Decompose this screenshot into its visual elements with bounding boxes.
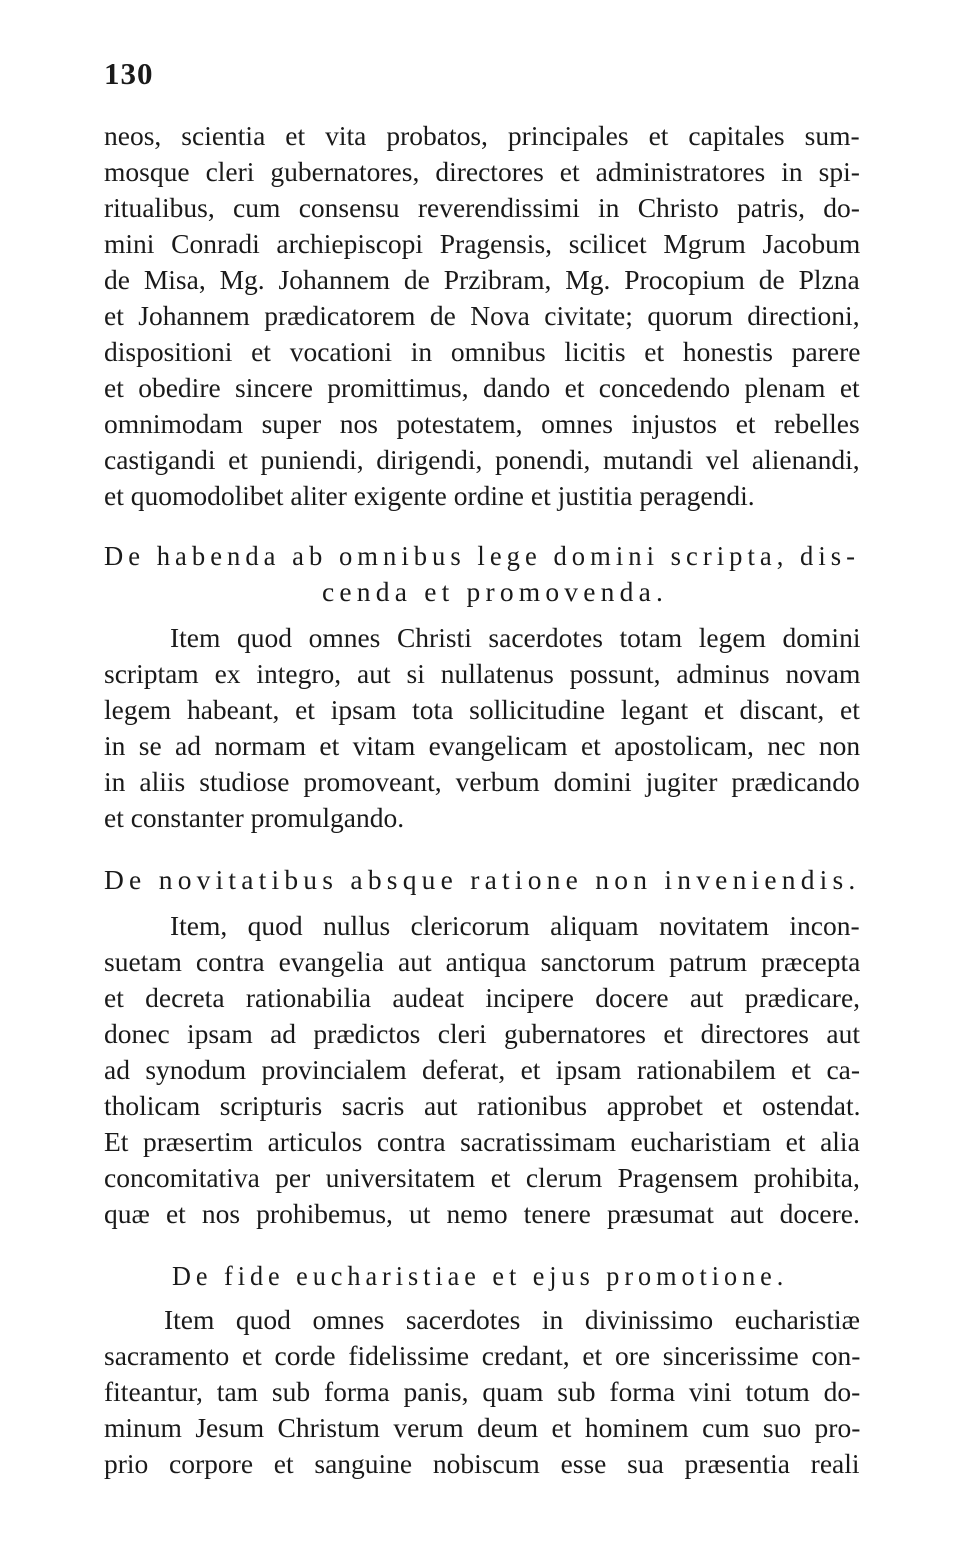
text-line: fiteantur, tam sub forma panis, quam sub forma vini totum do- xyxy=(104,1376,861,1407)
text-line: omnimodam super nos potestatem, omnes injustos et rebelles xyxy=(104,408,860,439)
section-heading-2 xyxy=(104,862,860,898)
text-line: sacramento et corde fidelissime credant, et ore sincerissime con- xyxy=(104,1340,861,1371)
text-line: et obedire sincere promittimus, dando et concedendo plenam et xyxy=(104,372,860,403)
section-heading-3 xyxy=(172,1258,788,1294)
text-line: et quomodolibet aliter exigente ordine et justitia peragendi. xyxy=(104,480,755,511)
text-line: Item quod omnes Christi sacerdotes totam legem domini xyxy=(170,622,861,653)
text-line: quæ et nos prohibemus, ut nemo tenere præsumat aut docere. xyxy=(104,1198,860,1229)
text-line: et decreta rationabilia audeat incipere docere aut prædicare, xyxy=(104,982,861,1013)
text-line: concomitativa per universitatem et clerum Pragensem prohibita, xyxy=(104,1162,860,1193)
text-line: tholicam scripturis sacris aut rationibus approbet et ostendat. xyxy=(104,1090,861,1121)
text-line: minum Jesum Christum verum deum et hominem cum suo pro- xyxy=(104,1412,861,1443)
text-line: legem habeant, et ipsam tota sollicitudine legant et discant, et xyxy=(104,694,860,725)
paragraph-1 xyxy=(104,118,860,514)
text-line: Item quod omnes sacerdotes in divinissimo eucharistiæ xyxy=(164,1304,860,1335)
text-line: de Misa, Mg. Johannem de Przibram, Mg. Procopium de Plzna xyxy=(104,264,860,295)
text-line: in se ad normam et vitam evangelicam et apostolicam, nec non xyxy=(104,730,861,761)
text-line: scriptam ex integro, aut si nullatenus possunt, adminus novam xyxy=(104,658,861,689)
text-line: donec ipsam ad prædictos cleri gubernatores et directores aut xyxy=(104,1018,860,1049)
text-line: castigandi et puniendi, dirigendi, ponendi, mutandi vel alienandi, xyxy=(104,444,860,475)
heading-line: De novitatibus absque ratione non inveniendis. xyxy=(104,864,861,895)
text-line: suetam contra evangelia aut antiqua sanctorum patrum præcepta xyxy=(104,946,861,977)
text-line: Item, quod nullus clericorum aliquam novitatem incon- xyxy=(170,910,860,941)
page-number: 130 xyxy=(104,56,154,91)
heading-line: cenda et promovenda. xyxy=(322,576,669,607)
text-line: mosque cleri gubernatores, directores et administratores in spi- xyxy=(104,156,860,187)
paragraph-4 xyxy=(104,1302,860,1482)
text-line: neos, scientia et vita probatos, principales et capitales sum- xyxy=(104,120,860,151)
text-line: Et præsertim articulos contra sacratissimam eucharistiam et alia xyxy=(104,1126,860,1157)
heading-line: De fide eucharistiae et ejus promotione. xyxy=(172,1260,789,1291)
text-line: et Johannem prædicatorem de Nova civitate; quorum directioni, xyxy=(104,300,860,331)
text-line: ritualibus, cum consensu reverendissimi in Christo patris, do- xyxy=(104,192,860,223)
text-line: et constanter promulgando. xyxy=(104,802,405,833)
text-line: dispositioni et vocationi in omnibus licitis et honestis parere xyxy=(104,336,861,367)
text-line: prio corpore et sanguine nobiscum esse sua præsentia reali xyxy=(104,1448,860,1479)
heading-line: De habenda ab omnibus lege domini scripta, dis- xyxy=(104,540,861,571)
section-heading-1 xyxy=(104,538,860,610)
paragraph-3 xyxy=(104,908,860,1232)
text-line: in aliis studiose promoveant, verbum domini jugiter prædicando xyxy=(104,766,860,797)
text-line: ad synodum provincialem deferat, et ipsam rationabilem et ca- xyxy=(104,1054,861,1085)
paragraph-2 xyxy=(104,620,860,836)
text-line: mini Conradi archiepiscopi Pragensis, scilicet Mgrum Jacobum xyxy=(104,228,861,259)
